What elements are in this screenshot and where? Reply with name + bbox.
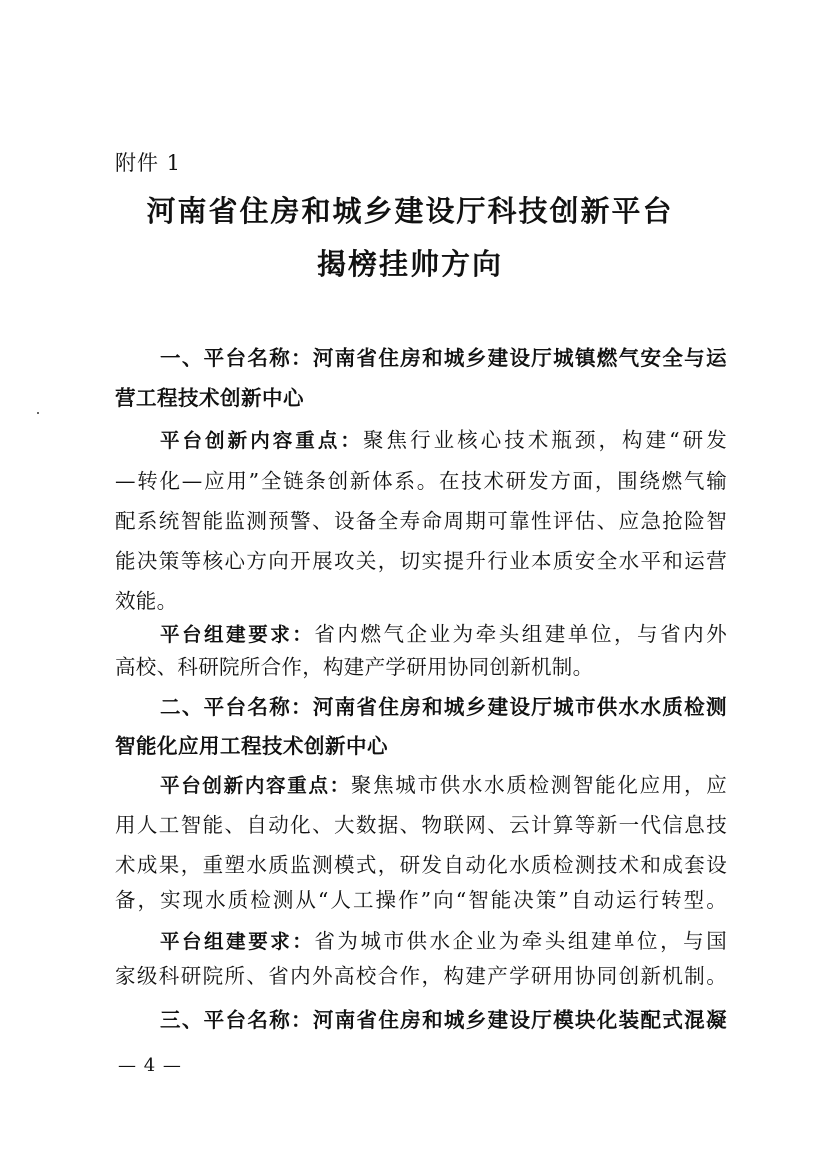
section-2-requirement-line-2: 家级科研院所、省内外高校合作，构建产学研用协同创新机制。 bbox=[115, 964, 727, 988]
section-1-content-text: 聚焦行业核心技术瓶颈，构建“研发 bbox=[362, 428, 728, 452]
section-1-content-line-5: 效能。 bbox=[115, 589, 178, 613]
section-1-content-line-3: 配系统智能监测预警、设备全寿命周期可靠性评估、应急抢险智 bbox=[115, 509, 727, 533]
section-2-requirement-text: 省为城市供水企业为牵头组建单位，与国 bbox=[314, 929, 727, 953]
section-1-content-first-line bbox=[160, 425, 727, 456]
section-2-content-line-3: 术成果，重塑水质监测模式，研发自动化水质检测技术和成套设 bbox=[115, 853, 727, 877]
section-2-heading-line-1: 二、平台名称：河南省住房和城乡建设厅城市供水水质检测 bbox=[160, 695, 727, 719]
section-2-requirement-label: 平台组建要求： bbox=[160, 930, 315, 953]
section-1-requirement-line-2: 高校、科研院所合作，构建产学研用协同创新机制。 bbox=[115, 655, 594, 679]
section-1-content-line-4: 能决策等核心方向开展攻关，切实提升行业本质安全水平和运营 bbox=[115, 549, 727, 573]
section-1-requirement-label: 平台组建要求： bbox=[160, 623, 315, 646]
section-1-heading-line-2: 营工程技术创新中心 bbox=[115, 386, 304, 410]
page-number: — 4 — bbox=[118, 1055, 182, 1076]
document-title-line-2: 揭榜挂帅方向 bbox=[316, 247, 503, 281]
section-2-content-label: 平台创新内容重点： bbox=[160, 774, 351, 797]
section-2-content-line-4: 备，实现水质检测从“人工操作”向“智能决策”自动运行转型。 bbox=[115, 888, 727, 912]
section-1-requirement-text: 省内燃气企业为牵头组建单位，与省内外 bbox=[314, 622, 727, 646]
section-2-requirement-first-line bbox=[160, 926, 727, 957]
scan-speck bbox=[37, 412, 39, 414]
section-3-heading-line-1: 三、平台名称：河南省住房和城乡建设厅模块化装配式混凝 bbox=[160, 1008, 727, 1032]
section-2-content-first-line bbox=[160, 770, 727, 801]
section-1-content-label: 平台创新内容重点： bbox=[160, 429, 363, 452]
document-title-line-1: 河南省住房和城乡建设厅科技创新平台 bbox=[146, 194, 674, 228]
attachment-label: 附件 1 bbox=[115, 151, 182, 175]
section-1-requirement-first-line bbox=[160, 619, 727, 650]
section-2-content-text: 聚焦城市供水水质检测智能化应用，应 bbox=[350, 773, 727, 797]
section-2-heading-line-2: 智能化应用工程技术创新中心 bbox=[115, 734, 388, 758]
section-1-heading-line-1: 一、平台名称：河南省住房和城乡建设厅城镇燃气安全与运 bbox=[160, 346, 727, 370]
section-1-content-line-2: —转化—应用”全链条创新体系。在技术研发方面，围绕燃气输 bbox=[115, 469, 727, 493]
section-2-content-line-2: 用人工智能、自动化、大数据、物联网、云计算等新一代信息技 bbox=[115, 813, 727, 837]
